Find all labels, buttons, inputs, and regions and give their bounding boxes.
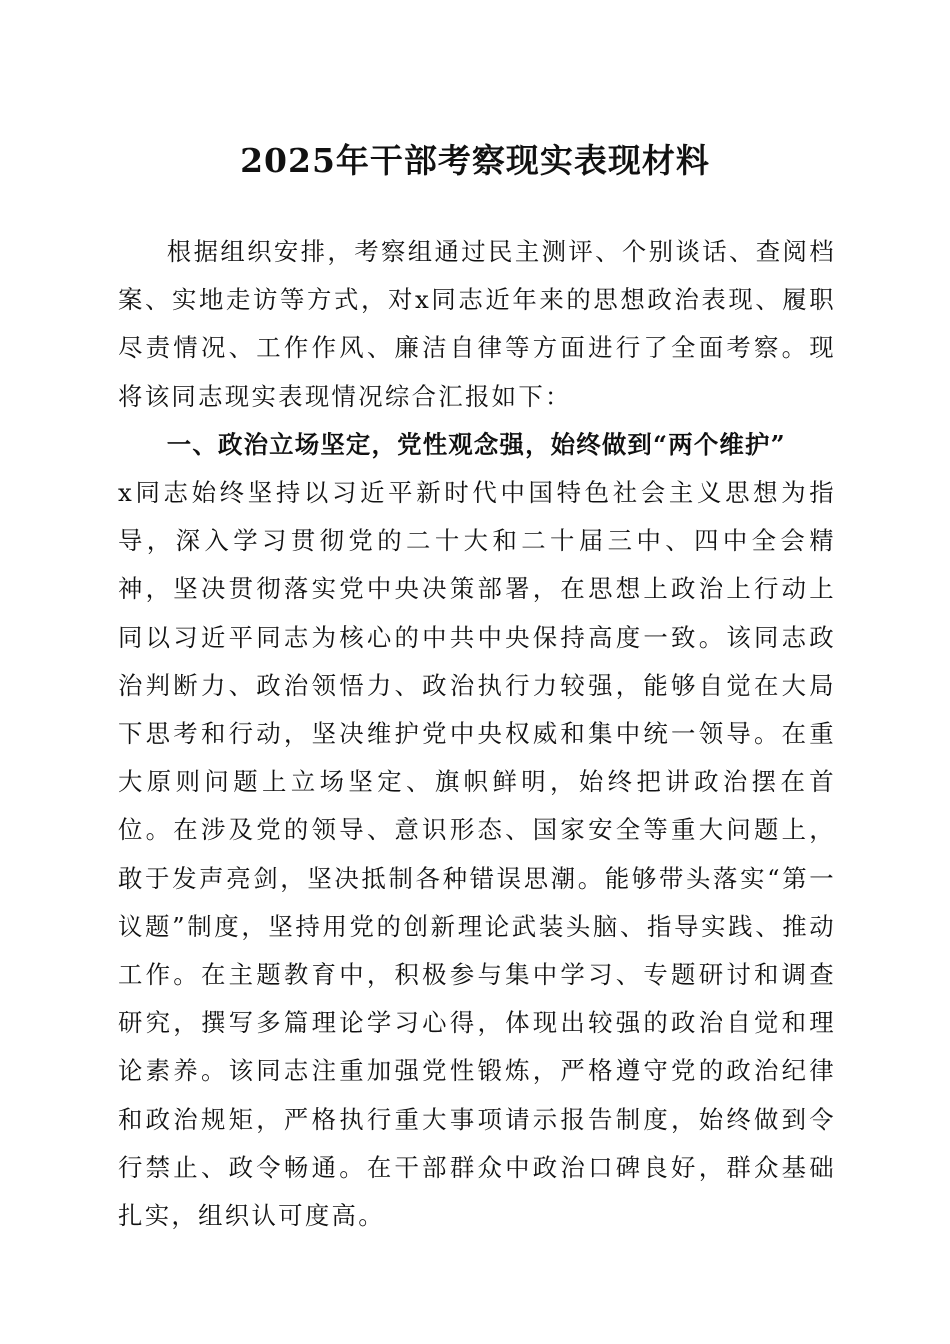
section-heading-1: 一、政治立场坚定，党性观念强，始终做到“两个维护” bbox=[166, 429, 786, 459]
intro-paragraph: 根据组织安排，考察组通过民主测评、个别谈话、查阅档案、实地走访等方式，对x同志近年来的思想政治表现、履职尽责情况、工作作风、廉洁自律等方面进行了全面考察。现将该同志现实表现情况综合汇报如下： bbox=[118, 237, 836, 411]
document-title: 2025年干部考察现实表现材料 bbox=[240, 141, 710, 180]
document-body bbox=[118, 228, 836, 1240]
section-paragraph-1: x同志始终坚持以习近平新时代中国特色社会主义思想为指导，深入学习贯彻党的二十大和二十届三中、四中全会精神，坚决贯彻落实党中央决策部署，在思想上政治上行动上同以习近平同志为核心的中共中央保持高度一致。该同志政治判断力、政治领悟力、政治执行力较强，能够自觉在大局下思考和行动，坚决维护党中央权威和集中统一领导。在重大原则问题上立场坚定、旗帜鲜明，始终把讲政治摆在首位。在涉及党的领导、意识形态、国家安全等重大问题上，敢于发声亮剑，坚决抵制各种错误思潮。能够带头落实“第一议题”制度，坚持用党的创新理论武装头脑、指导实践、推动工作。在主题教育中，积极参与集中学习、专题研讨和调查研究，撰写多篇理论学习心得，体现出较强的政治自觉和理论素养。该同志注重加强党性锻炼，严格遵守党的政治纪律和政治规矩，严格执行重大事项请示报告制度，始终做到令行禁止、政令畅通。在干部群众中政治口碑良好，群众基础扎实，组织认可度高。 bbox=[118, 478, 836, 1231]
